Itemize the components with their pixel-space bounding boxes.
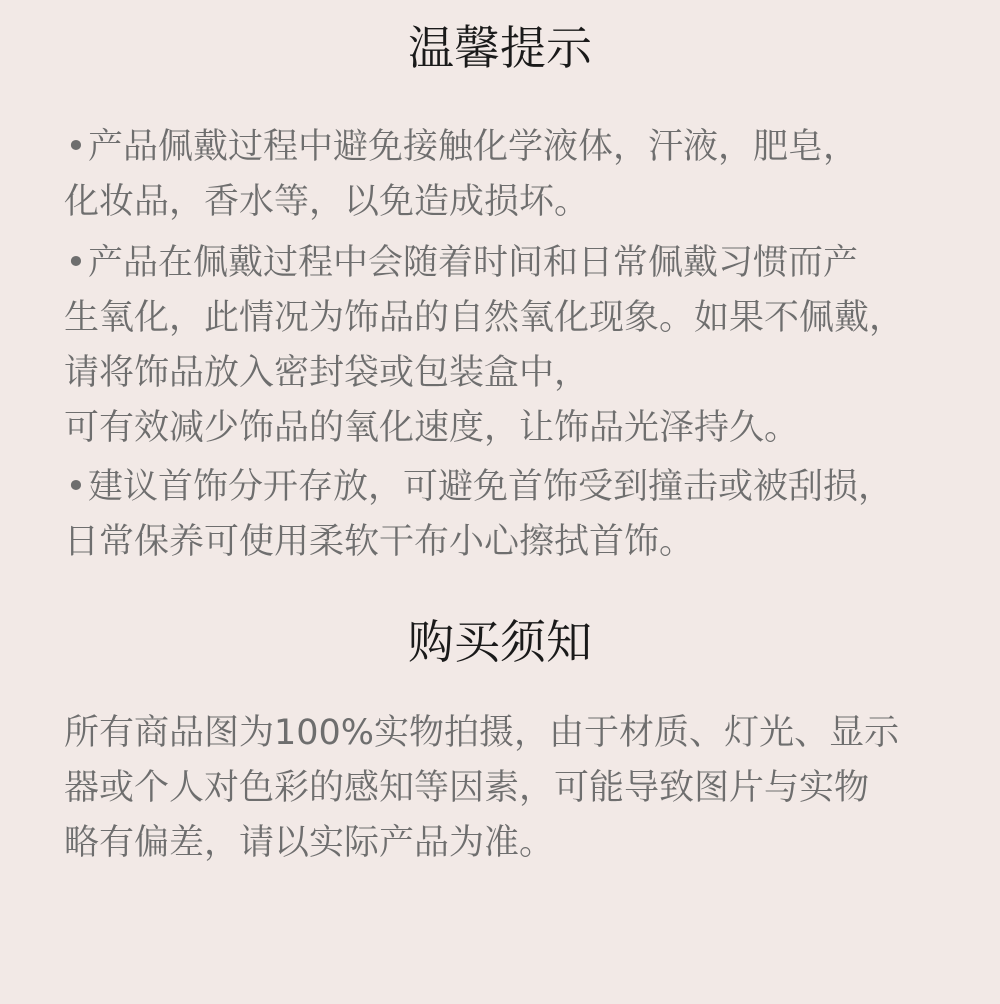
tip-line — [64, 460, 994, 515]
purchase-note — [64, 706, 994, 871]
tip-line: 生氧化，此情况为饰品的自然氧化现象。如果不佩戴， — [64, 298, 905, 338]
tip-text: 产品佩戴过程中避免接触化学液体，汗液，肥皂， — [88, 127, 859, 167]
tip-line — [64, 236, 994, 291]
tip-line: 可有效减少饰品的氧化速度，让饰品光泽持久。 — [64, 408, 800, 448]
tip-line: 化妆品，香水等，以免造成损坏。 — [64, 182, 590, 222]
tip-text: 产品在佩戴过程中会随着时间和日常佩戴习惯而产 — [88, 243, 859, 283]
tip-item — [64, 460, 994, 570]
purchase-line: 略有偏差，请以实际产品为准。 — [64, 823, 555, 863]
tips-title: 温馨提示 — [408, 21, 592, 75]
tip-line: 请将饰品放入密封袋或包装盒中， — [64, 353, 590, 393]
bullet-icon: • — [65, 467, 87, 507]
purchase-line: 器或个人对色彩的感知等因素，可能导致图片与实物 — [64, 768, 870, 808]
tip-line: 日常保养可使用柔软干布小心擦拭首饰。 — [64, 522, 695, 562]
purchase-line: 所有商品图为100%实物拍摄，由于材质、灯光、显示 — [64, 713, 900, 753]
tip-item — [64, 120, 994, 230]
tip-text: 建议首饰分开存放，可避免首饰受到撞击或被刮损， — [88, 467, 894, 507]
bullet-icon: • — [65, 127, 87, 167]
purchase-title: 购买须知 — [408, 615, 592, 669]
tip-item — [64, 236, 994, 456]
bullet-icon: • — [65, 243, 87, 283]
tip-line — [64, 120, 994, 175]
